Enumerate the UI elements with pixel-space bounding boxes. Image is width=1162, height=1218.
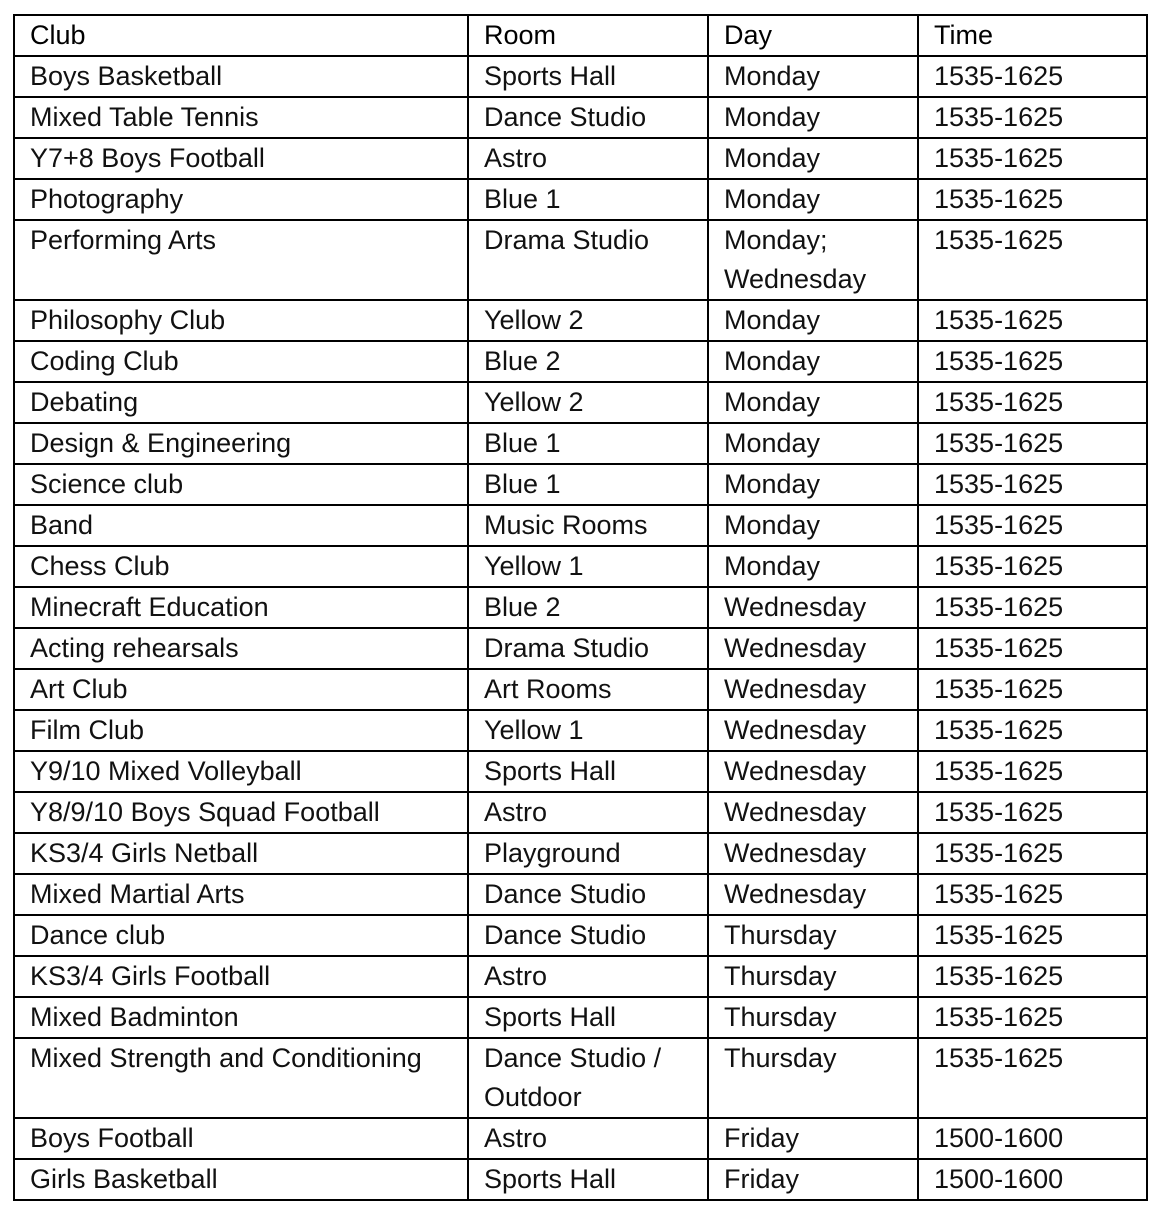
time-cell: 1535-1625: [918, 956, 1147, 997]
table-row: [14, 464, 1147, 505]
day-cell-line: Wednesday: [724, 756, 867, 786]
day-cell-line: Thursday: [724, 961, 837, 991]
table-row: [14, 956, 1147, 997]
day-cell-line: Monday: [724, 143, 821, 173]
room-cell: [468, 1159, 708, 1200]
day-cell: [708, 1159, 918, 1200]
club-cell: Art Club: [14, 669, 468, 710]
time-cell: 1535-1625: [918, 997, 1147, 1038]
day-cell: [708, 792, 918, 833]
table-row: [14, 97, 1147, 138]
table-row: [14, 1159, 1147, 1200]
room-cell-line: Yellow 1: [484, 715, 584, 745]
time-cell: 1535-1625: [918, 341, 1147, 382]
day-cell: [708, 546, 918, 587]
club-cell: Mixed Badminton: [14, 997, 468, 1038]
club-cell: Photography: [14, 179, 468, 220]
day-cell-line: Wednesday: [724, 633, 867, 663]
table-row: [14, 423, 1147, 464]
day-cell: [708, 997, 918, 1038]
room-cell-line: Sports Hall: [484, 1002, 617, 1032]
table-row: [14, 710, 1147, 751]
room-cell-line: Blue 2: [484, 346, 561, 376]
day-cell-line: Wednesday: [724, 797, 867, 827]
table-row: [14, 382, 1147, 423]
time-cell: 1535-1625: [918, 546, 1147, 587]
room-cell: [468, 997, 708, 1038]
room-cell-line: Playground: [484, 838, 621, 868]
room-cell: [468, 915, 708, 956]
room-cell: [468, 505, 708, 546]
room-cell: [468, 874, 708, 915]
room-cell: [468, 587, 708, 628]
day-cell: [708, 874, 918, 915]
day-cell: [708, 833, 918, 874]
club-cell: Y8/9/10 Boys Squad Football: [14, 792, 468, 833]
club-cell: Mixed Table Tennis: [14, 97, 468, 138]
day-cell-line: Wednesday: [724, 715, 867, 745]
club-cell: Boys Football: [14, 1118, 468, 1159]
room-cell: [468, 300, 708, 341]
room-cell-line: Music Rooms: [484, 510, 648, 540]
time-cell: 1500-1600: [918, 1118, 1147, 1159]
time-cell: 1535-1625: [918, 751, 1147, 792]
time-cell: 1535-1625: [918, 138, 1147, 179]
time-cell: 1535-1625: [918, 220, 1147, 300]
clubs-document: [13, 14, 1148, 1201]
day-cell: [708, 464, 918, 505]
club-cell: Chess Club: [14, 546, 468, 587]
club-cell: Philosophy Club: [14, 300, 468, 341]
time-cell: 1535-1625: [918, 874, 1147, 915]
table-row: [14, 997, 1147, 1038]
room-cell: [468, 956, 708, 997]
room-cell: [468, 382, 708, 423]
club-cell: KS3/4 Girls Football: [14, 956, 468, 997]
room-cell: [468, 138, 708, 179]
day-cell-line: Friday: [724, 1164, 800, 1194]
table-row: [14, 587, 1147, 628]
day-cell-line: Monday: [724, 102, 821, 132]
room-cell: [468, 464, 708, 505]
time-cell: 1535-1625: [918, 1038, 1147, 1118]
time-cell: 1535-1625: [918, 792, 1147, 833]
day-cell: [708, 956, 918, 997]
room-cell: [468, 546, 708, 587]
room-cell: [468, 220, 708, 300]
header-room: Room: [468, 15, 708, 56]
room-cell: [468, 179, 708, 220]
clubs-table: [13, 14, 1148, 1201]
day-cell: [708, 300, 918, 341]
day-cell: [708, 97, 918, 138]
day-cell: [708, 1038, 918, 1118]
room-cell: [468, 97, 708, 138]
room-cell-line: Dance Studio: [484, 879, 647, 909]
room-cell-line: Sports Hall: [484, 1164, 617, 1194]
table-body: [14, 56, 1147, 1200]
room-cell: [468, 1038, 708, 1118]
day-cell: [708, 341, 918, 382]
table-row: [14, 628, 1147, 669]
room-cell-line: Drama Studio: [484, 633, 650, 663]
time-cell: 1535-1625: [918, 915, 1147, 956]
room-cell: [468, 56, 708, 97]
room-cell-line: Blue 2: [484, 592, 561, 622]
table-row: [14, 546, 1147, 587]
table-row: [14, 220, 1147, 300]
club-cell: Mixed Strength and Conditioning: [14, 1038, 468, 1118]
header-day: Day: [708, 15, 918, 56]
day-cell: [708, 505, 918, 546]
day-cell: [708, 710, 918, 751]
table-row: [14, 1038, 1147, 1118]
header-club: Club: [14, 15, 468, 56]
room-cell-line: Blue 1: [484, 428, 561, 458]
day-cell: [708, 669, 918, 710]
table-row: [14, 1118, 1147, 1159]
day-cell-line: Wednesday: [724, 264, 867, 294]
room-cell: [468, 628, 708, 669]
club-cell: Boys Basketball: [14, 56, 468, 97]
time-cell: 1535-1625: [918, 505, 1147, 546]
club-cell: Science club: [14, 464, 468, 505]
day-cell-line: Thursday: [724, 1043, 837, 1073]
time-cell: 1535-1625: [918, 382, 1147, 423]
day-cell-line: Friday: [724, 1123, 800, 1153]
room-cell: [468, 833, 708, 874]
room-cell-line: Drama Studio: [484, 225, 650, 255]
room-cell-line: Yellow 2: [484, 305, 584, 335]
room-cell-line: Outdoor: [484, 1082, 582, 1112]
table-row: [14, 751, 1147, 792]
day-cell-line: Monday: [724, 61, 821, 91]
room-cell-line: Yellow 2: [484, 387, 584, 417]
day-cell: [708, 220, 918, 300]
table-row: [14, 341, 1147, 382]
room-cell-line: Astro: [484, 961, 548, 991]
time-cell: 1535-1625: [918, 710, 1147, 751]
time-cell: 1535-1625: [918, 56, 1147, 97]
day-cell: [708, 382, 918, 423]
room-cell-line: Art Rooms: [484, 674, 612, 704]
room-cell-line: Sports Hall: [484, 61, 617, 91]
day-cell-line: Monday: [724, 428, 821, 458]
club-cell: Y7+8 Boys Football: [14, 138, 468, 179]
day-cell-line: Monday: [724, 184, 821, 214]
club-cell: Minecraft Education: [14, 587, 468, 628]
day-cell-line: Monday;: [724, 225, 828, 255]
day-cell-line: Monday: [724, 305, 821, 335]
room-cell-line: Dance Studio /: [484, 1043, 662, 1073]
time-cell: 1535-1625: [918, 833, 1147, 874]
room-cell-line: Blue 1: [484, 184, 561, 214]
day-cell: [708, 587, 918, 628]
day-cell: [708, 915, 918, 956]
day-cell: [708, 423, 918, 464]
table-row: [14, 792, 1147, 833]
day-cell-line: Wednesday: [724, 674, 867, 704]
room-cell-line: Dance Studio: [484, 920, 647, 950]
table-row: [14, 915, 1147, 956]
club-cell: Y9/10 Mixed Volleyball: [14, 751, 468, 792]
header-row: [14, 15, 1147, 56]
day-cell: [708, 1118, 918, 1159]
club-cell: Performing Arts: [14, 220, 468, 300]
day-cell-line: Monday: [724, 510, 821, 540]
day-cell-line: Thursday: [724, 920, 837, 950]
day-cell-line: Monday: [724, 551, 821, 581]
table-row: [14, 300, 1147, 341]
club-cell: Acting rehearsals: [14, 628, 468, 669]
club-cell: Debating: [14, 382, 468, 423]
room-cell: [468, 423, 708, 464]
day-cell-line: Wednesday: [724, 879, 867, 909]
club-cell: Mixed Martial Arts: [14, 874, 468, 915]
time-cell: 1535-1625: [918, 300, 1147, 341]
day-cell-line: Monday: [724, 469, 821, 499]
table-row: [14, 505, 1147, 546]
room-cell-line: Sports Hall: [484, 756, 617, 786]
day-cell-line: Monday: [724, 346, 821, 376]
time-cell: 1535-1625: [918, 587, 1147, 628]
time-cell: 1535-1625: [918, 669, 1147, 710]
table-row: [14, 56, 1147, 97]
room-cell-line: Blue 1: [484, 469, 561, 499]
room-cell-line: Astro: [484, 143, 548, 173]
time-cell: 1500-1600: [918, 1159, 1147, 1200]
time-cell: 1535-1625: [918, 423, 1147, 464]
day-cell-line: Wednesday: [724, 838, 867, 868]
day-cell: [708, 179, 918, 220]
day-cell-line: Wednesday: [724, 592, 867, 622]
club-cell: Dance club: [14, 915, 468, 956]
room-cell: [468, 751, 708, 792]
day-cell: [708, 138, 918, 179]
room-cell: [468, 1118, 708, 1159]
table-row: [14, 669, 1147, 710]
club-cell: KS3/4 Girls Netball: [14, 833, 468, 874]
room-cell-line: Astro: [484, 797, 548, 827]
time-cell: 1535-1625: [918, 97, 1147, 138]
room-cell: [468, 669, 708, 710]
club-cell: Design & Engineering: [14, 423, 468, 464]
day-cell: [708, 751, 918, 792]
club-cell: Band: [14, 505, 468, 546]
day-cell-line: Monday: [724, 387, 821, 417]
room-cell-line: Dance Studio: [484, 102, 647, 132]
room-cell: [468, 341, 708, 382]
header-time: Time: [918, 15, 1147, 56]
club-cell: Girls Basketball: [14, 1159, 468, 1200]
club-cell: Coding Club: [14, 341, 468, 382]
time-cell: 1535-1625: [918, 179, 1147, 220]
room-cell: [468, 710, 708, 751]
day-cell: [708, 628, 918, 669]
club-cell: Film Club: [14, 710, 468, 751]
day-cell-line: Thursday: [724, 1002, 837, 1032]
room-cell-line: Astro: [484, 1123, 548, 1153]
table-row: [14, 138, 1147, 179]
table-row: [14, 179, 1147, 220]
room-cell-line: Yellow 1: [484, 551, 584, 581]
day-cell: [708, 56, 918, 97]
table-row: [14, 833, 1147, 874]
room-cell: [468, 792, 708, 833]
time-cell: 1535-1625: [918, 464, 1147, 505]
time-cell: 1535-1625: [918, 628, 1147, 669]
table-row: [14, 874, 1147, 915]
